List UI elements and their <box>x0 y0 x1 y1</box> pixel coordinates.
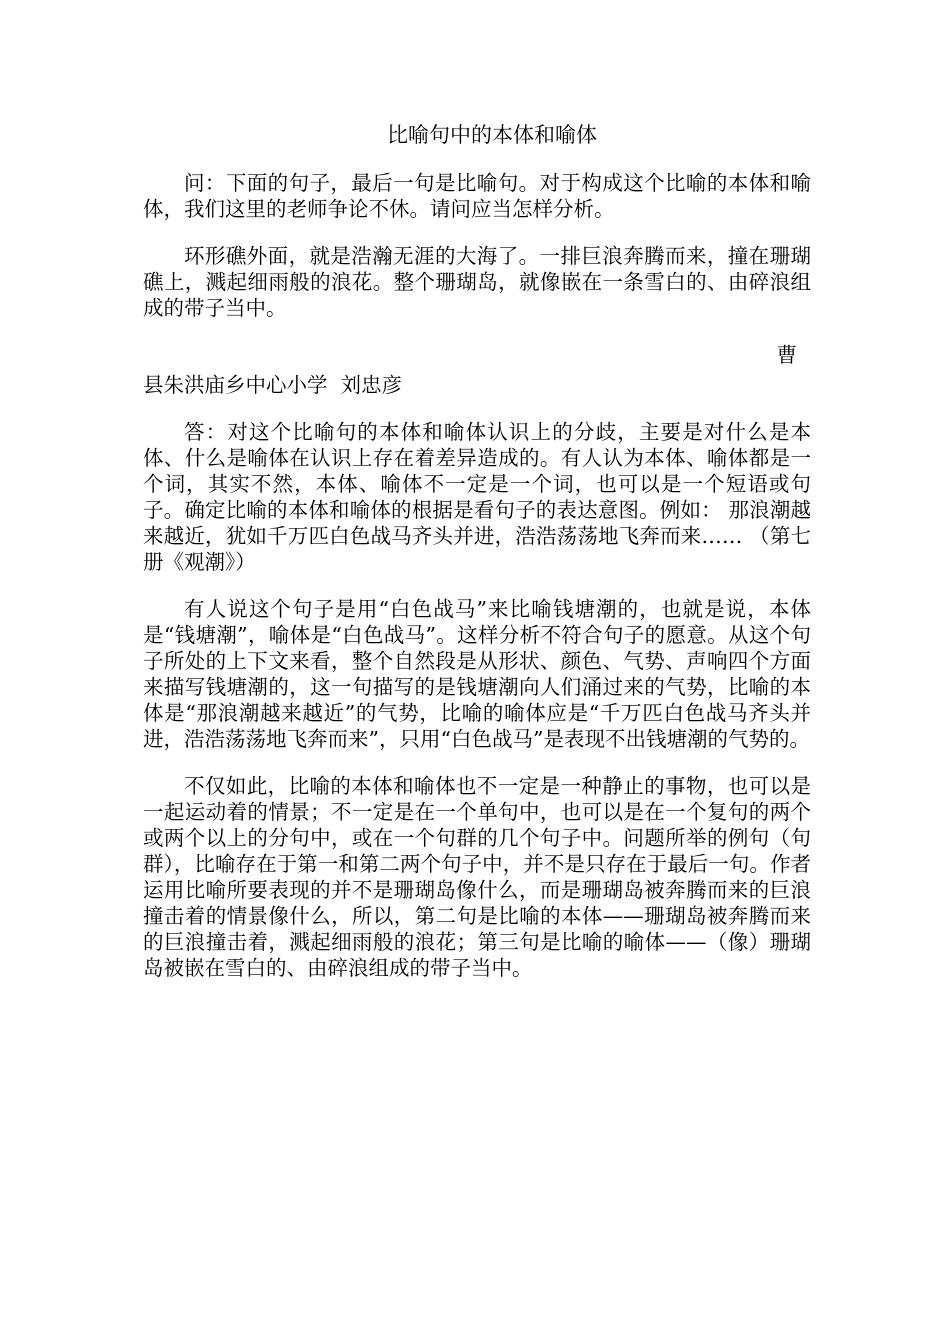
answer-paragraph-2: 有人说这个句子是用“白色战马”来比喻钱塘潮的，也就是说，本体是“钱塘潮”，喻体是“白色战马”。这样分析不符合句子的愿意。从这个句子所处的上下文来看，整个自然段是从形状、颜色、气势、声响四个方面来描写钱塘潮的，这一句描写的是钱塘潮向人们涌过来的气势，比喻的本体是“那浪潮越来越近”的气势，比喻的喻体应是“千万匹白色战马齐头并进，浩浩荡荡地飞奔而来”，只用“白色战马”是表现不出钱塘潮的气势的。 <box>143 597 811 751</box>
answer-paragraph-3: 不仅如此，比喻的本体和喻体也不一定是一种静止的事物，也可以是一起运动着的情景；不一定是在一个单句中，也可以是在一个复句的两个或两个以上的分句中，或在一个句群的几个句子中。问题所举的例句（句群），比喻存在于第一和第二两个句子中，并不是只存在于最后一句。作者运用比喻所要表现的并不是珊瑚岛像什么，而是珊瑚岛被奔腾而来的巨浪撞击着的情景像什么，所以，第二句是比喻的本体——珊瑚岛被奔腾而来的巨浪撞击着，溅起细雨般的浪花；第三句是比喻的喻体——（像）珊瑚岛被嵌在雪白的、由碎浪组成的带子当中。 <box>143 774 811 980</box>
signature-surname: 曹 <box>776 343 797 367</box>
question-paragraph: 问：下面的句子，最后一句是比喻句。对于构成这个比喻的本体和喻体，我们这里的老师争论不休。请问应当怎样分析。 <box>143 171 811 221</box>
answer-paragraph-1: 答：对这个比喻句的本体和喻体认识上的分歧，主要是对什么是本体、什么是喻体在认识上存在着差异造成的。有人认为本体、喻体都是一个词，其实不然，本体、喻体不一定是一个词，也可以是一个短语或句子。确定比喻的本体和喻体的根据是看句子的表达意图。例如： 那浪潮越来越近，犹如千万匹白色战马齐头并进，浩浩荡荡地飞奔而来…… （第七册《观潮》） <box>143 420 811 574</box>
signature-school-and-name: 县朱洪庙乡中心小学 刘忠彦 <box>143 373 403 397</box>
document-page <box>143 120 811 1002</box>
document-title: 比喻句中的本体和喻体 <box>387 123 597 147</box>
quoted-passage-paragraph: 环形礁外面，就是浩瀚无涯的大海了。一排巨浪奔腾而来，撞在珊瑚礁上，溅起细雨般的浪花。整个珊瑚岛，就像嵌在一条雪白的、由碎浪组成的带子当中。 <box>143 244 811 320</box>
author-signature <box>143 342 811 398</box>
